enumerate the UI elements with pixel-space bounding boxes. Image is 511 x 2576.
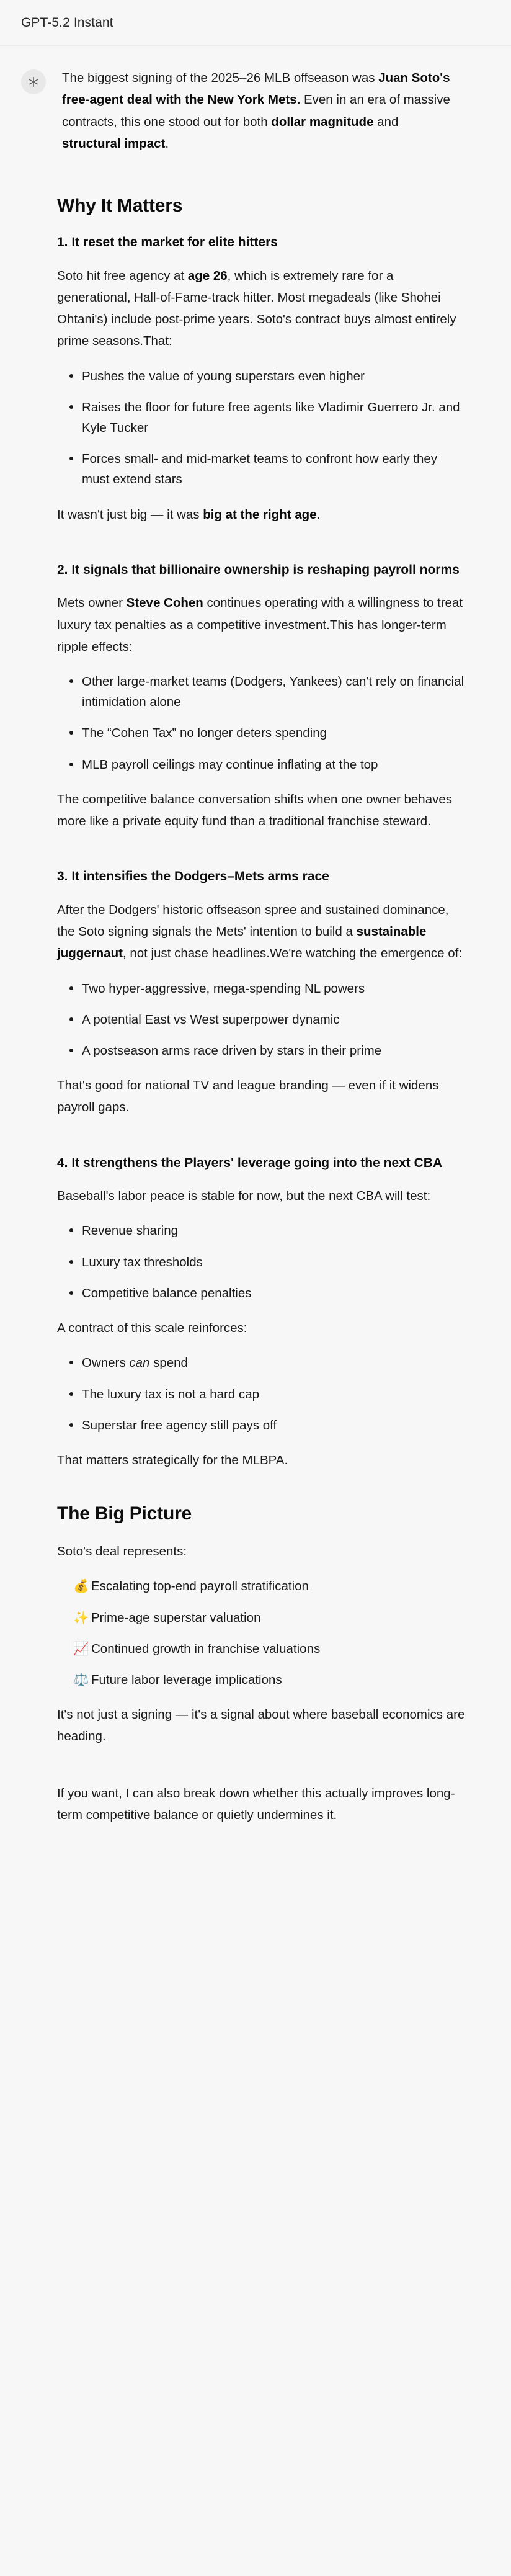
big-picture-lead: Soto's deal represents: [57,1544,187,1559]
sparkle-asterisk-icon [21,69,46,94]
section-heading-big-picture: The Big Picture [57,1503,192,1524]
article-body [0,195,501,1883]
intro-text-1: The biggest signing of the 2025–26 MLB offseason was [62,71,379,85]
list-item: A potential East vs West superpower dynamic [73,1009,466,1030]
why-item-3 [57,867,466,1118]
top-bar [0,0,511,46]
why-item-4 [57,1153,466,1471]
list-item: The “Cohen Tax” no longer deters spending [73,723,466,743]
bullet-text: Continued growth in franchise valuations [91,1641,321,1656]
list-item [73,1353,466,1373]
why-2-para-frag-2: continues operating with a willingness to treat luxury tax penalties as a competitive investment.This has longer-term ripple effects: [57,596,463,654]
big-picture-closing: It's not just a signing — it's a signal about where baseball economics are heading. [57,1707,465,1744]
why-item-4-mid-paragraph: A contract of this scale reinforces: [57,1321,247,1336]
list-item [73,1639,466,1659]
conversation-content [0,46,511,1883]
list-item: Other large-market teams (Dodgers, Yankees) can't rely on financial intimidation alone [73,671,466,712]
why-1-close-frag-2: . [316,507,321,522]
bottom-spacer [57,1840,466,1883]
why-item-2-closing [57,789,466,833]
list-item: Forces small- and mid-market teams to confront how early they must extend stars [73,449,466,490]
why-item-2-bullet-list [57,671,466,775]
why-3-para-frag-1: sustainable juggernaut [57,924,427,961]
why-item-4-bullet-list-2 [57,1353,466,1436]
intro-bold-2: dollar magnitude [271,114,374,129]
intro-bold-3: structural impact [62,136,166,151]
why-2-close-frag-0: The competitive balance conversation shifts when one owner behaves more like a private equity fund than a traditional franchise steward. [57,792,453,829]
assistant-intro-paragraph [62,67,459,163]
why-1-close-frag-1: big at the right age [203,507,317,522]
why-1-para-frag-2: , which is extremely rare for a generational, Hall-of-Fame-track hitter. Most megadeals (like Shohei Ohtani's) include post-prime years. Soto's contract buys almost entirely prime seasons.That: [57,268,456,349]
why-3-para-frag-2: , not just chase headlines.We're watching the emergence of: [122,946,463,961]
why-3-para-frag-0: After the Dodgers' historic offseason spree and sustained dominance, the Soto signing signals the Mets' intention to build a [57,902,449,939]
why-it-matters-items [57,233,466,1471]
why-item-3-closing [57,1075,466,1119]
why-4-b2-2-frag-0: Superstar free agency still pays off [82,1418,277,1433]
why-item-4-bullet-list [57,1220,466,1304]
list-item: Two hyper-aggressive, mega-spending NL powers [73,978,466,999]
bullet-text: Future labor leverage implications [91,1673,282,1688]
why-item-1-closing [57,504,466,525]
bullet-emoji-icon: ⚖️ [73,1673,89,1688]
list-item: Luxury tax thresholds [73,1252,466,1272]
why-item-2-paragraph [57,592,466,658]
why-3-close-frag-0: That's good for national TV and league branding — even if it widens payroll gaps. [57,1078,439,1115]
intro-text-3: and [373,114,399,129]
why-item-4-paragraph [57,1185,466,1207]
list-item: Competitive balance penalties [73,1283,466,1304]
list-item [73,1608,466,1628]
why-item-4-subheading: 4. It strengthens the Players' leverage going into the next CBA [57,1155,443,1170]
why-item-2-subheading: 2. It signals that billionaire ownership is reshaping payroll norms [57,562,460,577]
list-item: A postseason arms race driven by stars in their prime [73,1040,466,1061]
bullet-text: Escalating top-end payroll stratification [91,1579,309,1594]
why-4-b2-0-frag-1: can [129,1356,150,1371]
intro-text-2: Even in an era of massive contracts, this one stood out for both [62,92,450,129]
bullet-emoji-icon: ✨ [73,1610,89,1625]
followup-paragraph: If you want, I can also break down whether this actually improves long-term competitive balance or quietly undermines it. [57,1786,455,1822]
why-4-b2-1-frag-0: The luxury tax is not a hard cap [82,1387,260,1402]
model-title: GPT-5.2 Instant [21,15,113,30]
why-2-para-frag-0: Mets owner [57,596,127,610]
bullet-emoji-icon: 💰 [73,1579,89,1594]
why-4-close-frag-0: That matters strategically for the MLBPA. [57,1452,288,1467]
list-item: MLB payroll ceilings may continue inflating at the top [73,754,466,775]
why-4-b2-0-frag-2: spend [149,1356,188,1371]
why-2-para-frag-1: Steve Cohen [126,596,203,610]
why-item-2 [57,560,466,833]
why-1-para-frag-0: Soto hit free agency at [57,268,188,283]
why-1-close-frag-0: It wasn't just big — it was [57,507,203,522]
list-item: Pushes the value of young superstars even higher [73,366,466,387]
why-item-1-bullet-list [57,366,466,490]
list-item [73,1670,466,1690]
why-item-3-subheading: 3. It intensifies the Dodgers–Mets arms race [57,869,329,884]
why-item-3-paragraph [57,899,466,965]
spacer [57,1761,466,1782]
intro-text-4: . [165,136,169,151]
why-item-4-closing [57,1449,466,1471]
why-item-1-subheading: 1. It reset the market for elite hitters [57,235,278,249]
section-heading-why-it-matters: Why It Matters [57,195,183,216]
list-item [73,1384,466,1405]
list-item: Raises the floor for future free agents like Vladimir Guerrero Jr. and Kyle Tucker [73,397,466,438]
why-1-para-frag-1: age 26 [187,268,228,283]
list-item [73,1576,466,1596]
why-item-3-bullet-list [57,978,466,1062]
intro-bold-1: Juan Soto's free-agent deal with the New York Mets. [62,71,450,107]
assistant-message-row [0,67,511,163]
bullet-text: Prime-age superstar valuation [91,1610,261,1625]
list-item [73,1415,466,1436]
why-item-1-paragraph [57,265,466,352]
list-item: Revenue sharing [73,1220,466,1241]
why-4-b2-0-frag-0: Owners [82,1356,130,1371]
why-4-para-frag-0: Baseball's labor peace is stable for now, but the next CBA will test: [57,1189,431,1204]
big-picture-bullet-list [57,1576,466,1690]
why-item-1 [57,233,466,525]
bullet-emoji-icon: 📈 [73,1641,89,1656]
